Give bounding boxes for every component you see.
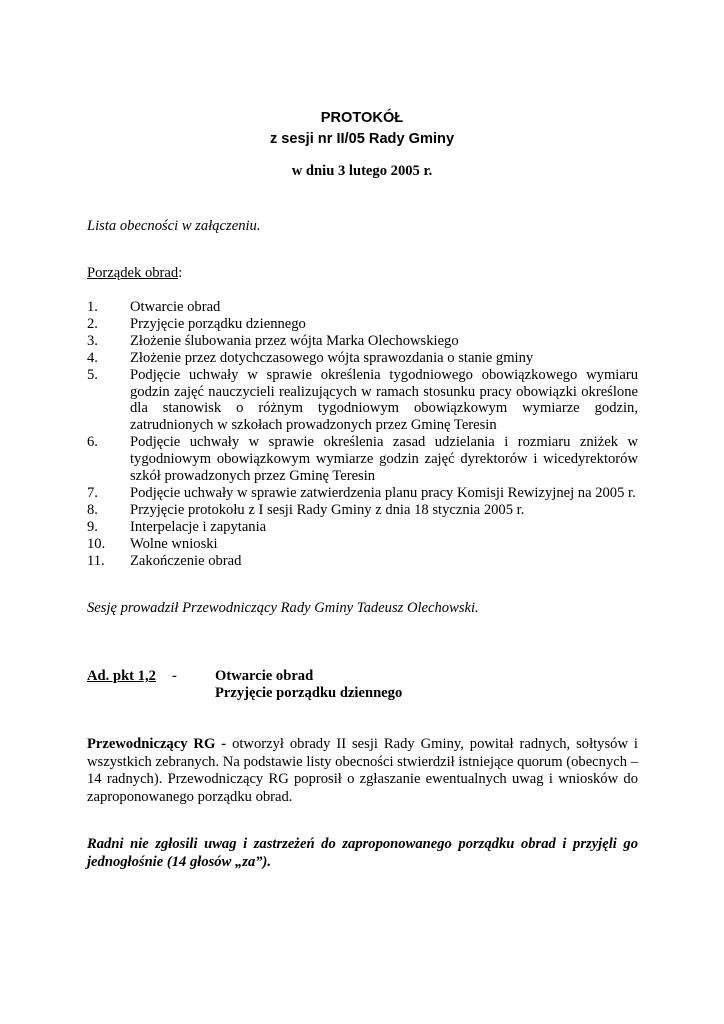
agenda-item — [87, 553, 638, 570]
paragraph-text: otworzył obrady II sesji Rady Gminy, powitał radnych, sołtysów i wszystkich zebranych. Na podstawie listy obecności stwierdził istniejące quorum (obecnych – 14 radnych). Przewodniczący RG poprosił o zgłaszanie ewentualnych uwag i wniosków do zaproponowanego porządku obrad. — [87, 736, 638, 805]
agenda-item-text: Wolne wnioski — [130, 535, 218, 552]
speaker-label: Przewodniczący RG - — [87, 736, 227, 752]
agenda-item — [87, 502, 638, 519]
agenda-item-number: 6. — [87, 434, 98, 451]
agenda-item — [87, 333, 638, 350]
attendance-note: Lista obecności w załączeniu. — [87, 218, 261, 234]
agenda-item — [87, 350, 638, 367]
agenda-item-number: 5. — [87, 366, 98, 383]
agenda-item-text: Podjęcie uchwały w sprawie zatwierdzenia planu pracy Komisji Rewizyjnej na 2005 r. — [130, 484, 636, 501]
agenda-item-number: 7. — [87, 484, 98, 501]
agenda-heading — [87, 265, 182, 282]
agenda-item-number: 11. — [87, 552, 105, 569]
agenda-item — [87, 485, 638, 502]
resolution-conclusion: Radni nie zgłosili uwag i zastrzeżeń do zaproponowanego porządku obrad i przyjęli go jednogłośnie (14 głosów „za”). — [87, 836, 638, 870]
agenda-item-number: 3. — [87, 332, 98, 349]
agenda-item — [87, 536, 638, 553]
chair-note: Sesję prowadził Przewodniczący Rady Gminy Tadeusz Olechowski. — [87, 600, 479, 616]
agenda-item — [87, 316, 638, 333]
agenda-item-number: 9. — [87, 518, 98, 535]
ad-point-label: Ad. pkt 1,2 — [87, 668, 156, 684]
agenda-item-number: 10. — [87, 535, 106, 552]
agenda-list — [87, 299, 638, 570]
document-title: PROTOKÓŁ — [320, 110, 404, 126]
agenda-item-number: 2. — [87, 315, 98, 332]
agenda-heading-text: Porządek obrad — [87, 265, 179, 281]
ad-point-topic: Przyjęcie porządku dziennego — [215, 685, 403, 701]
agenda-item-text: Przyjęcie protokołu z I sesji Rady Gminy z dnia 18 stycznia 2005 r. — [130, 501, 525, 518]
agenda-item-text: Zakończenie obrad — [130, 552, 242, 569]
ad-point-dash: - — [172, 668, 177, 684]
agenda-item-text: Interpelacje i zapytania — [130, 518, 267, 535]
agenda-item-text: Złożenie przez dotychczasowego wójta sprawozdania o stanie gminy — [130, 349, 534, 366]
agenda-item-text: Przyjęcie porządku dziennego — [130, 315, 306, 332]
session-date: w dniu 3 lutego 2005 r. — [291, 163, 433, 179]
agenda-item-text: Podjęcie uchwały w sprawie określenia zasad udzielania i rozmiaru zniżek w tygodniowym obowiązkowym wymiarze godzin zajęć dyrektorów i wicedyrektorów szkół prowadzonych przez Gminę Teresin — [130, 434, 638, 485]
document-subtitle: z sesji nr II/05 Rady Gminy — [269, 131, 455, 147]
agenda-item-text: Złożenie ślubowania przez wójta Marka Olechowskiego — [130, 332, 459, 349]
agenda-item-text: Podjęcie uchwały w sprawie określenia tygodniowego obowiązkowego wymiaru godzin zajęć nauczycieli realizujących w ramach stosunku pracy obowiązki określone dla stanowisk o różnym tygodniowym obowiązkowym wymiarze godzin, zatrudnionych w szkołach prowadzonych przez Gminę Teresin — [130, 366, 638, 434]
agenda-item — [87, 519, 638, 536]
agenda-item — [87, 434, 638, 485]
agenda-item — [87, 299, 638, 316]
agenda-heading-colon: : — [178, 265, 183, 281]
document-header — [0, 108, 724, 150]
ad-point-topics — [215, 668, 402, 702]
agenda-item-text: Otwarcie obrad — [130, 299, 221, 315]
agenda-item-number: 4. — [87, 349, 98, 366]
ad-point-topic: Otwarcie obrad — [215, 668, 314, 684]
agenda-item — [87, 367, 638, 435]
chair-statement-paragraph — [87, 736, 638, 806]
agenda-item-number: 8. — [87, 501, 98, 518]
agenda-item-number: 1. — [87, 299, 98, 315]
